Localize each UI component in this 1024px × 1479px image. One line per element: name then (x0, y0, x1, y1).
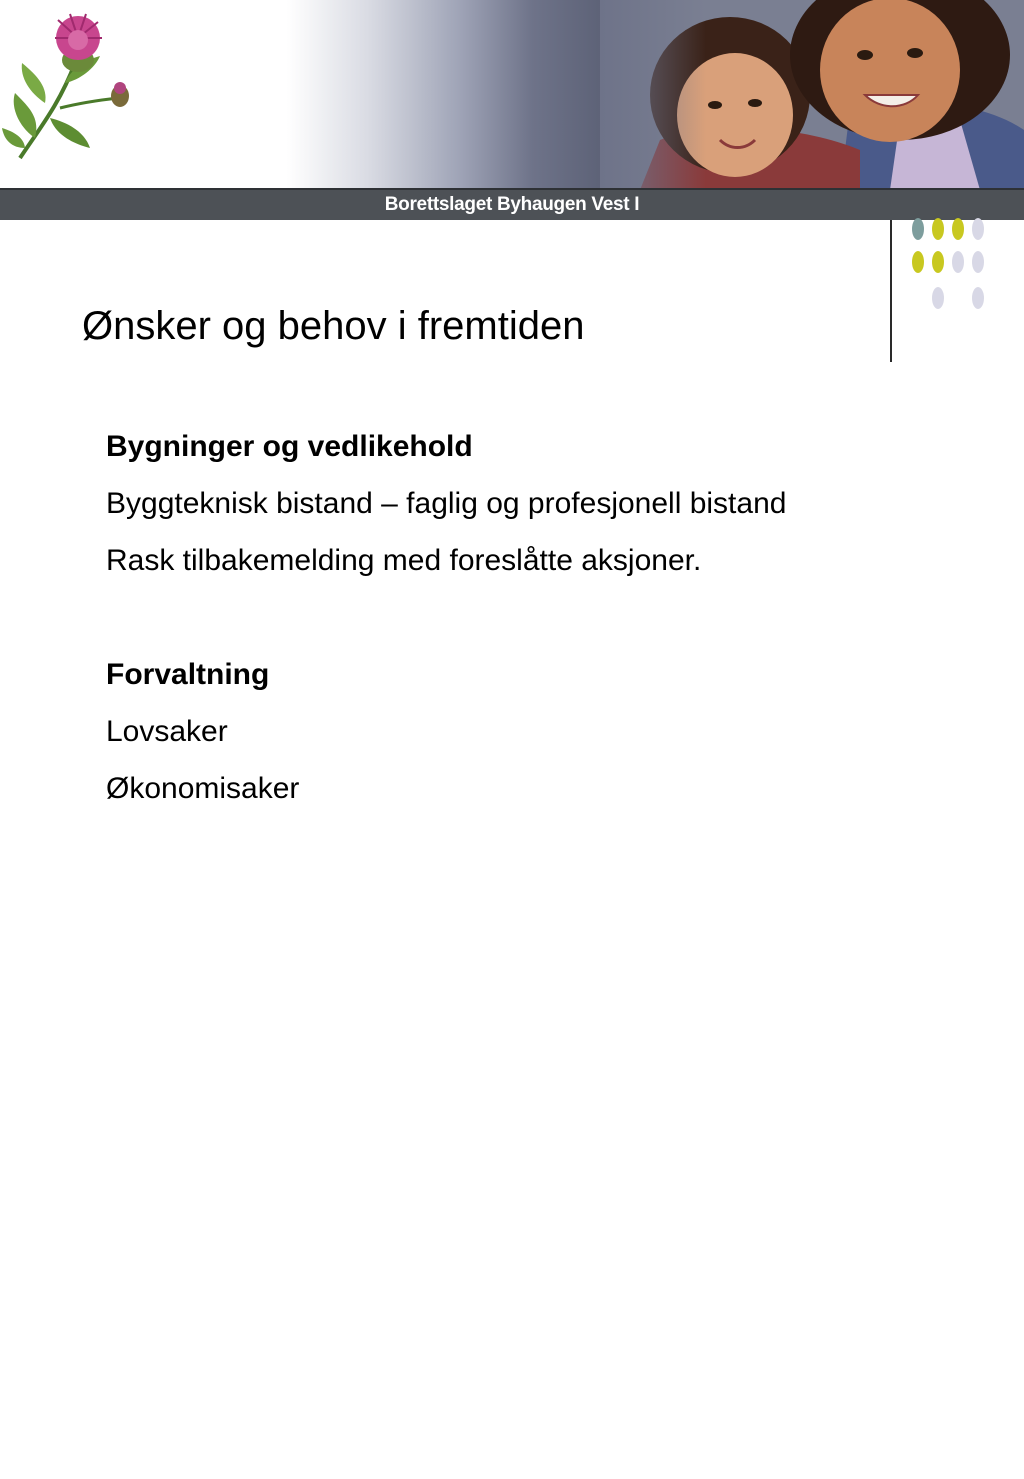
dot (932, 251, 944, 273)
organization-banner (0, 188, 1024, 220)
dot (952, 251, 964, 273)
dot (972, 287, 984, 309)
section-line: Rask tilbakemelding med foreslåtte aksjoner. (106, 544, 702, 577)
section-heading: Forvaltning (106, 658, 270, 691)
dot (972, 251, 984, 273)
decorative-divider (890, 220, 892, 362)
dot (912, 251, 924, 273)
children-photo (600, 0, 1024, 190)
section-heading: Bygninger og vedlikehold (106, 430, 473, 463)
dot (932, 287, 944, 309)
decorative-dots (910, 218, 990, 318)
flower-image (0, 8, 150, 168)
dot (972, 218, 984, 240)
section-line: Byggteknisk bistand – faglig og profesjonell bistand (106, 487, 787, 520)
section-line: Lovsaker (106, 715, 228, 748)
dot (912, 218, 924, 240)
dot (952, 218, 964, 240)
slide-title: Ønsker og behov i fremtiden (82, 304, 585, 348)
header-banner (0, 0, 1024, 190)
organization-name: Borettslaget Byhaugen Vest I (384, 194, 640, 215)
section-line: Økonomisaker (106, 772, 300, 805)
slide-content (106, 418, 906, 817)
section-spacer (106, 589, 906, 646)
dot (932, 218, 944, 240)
